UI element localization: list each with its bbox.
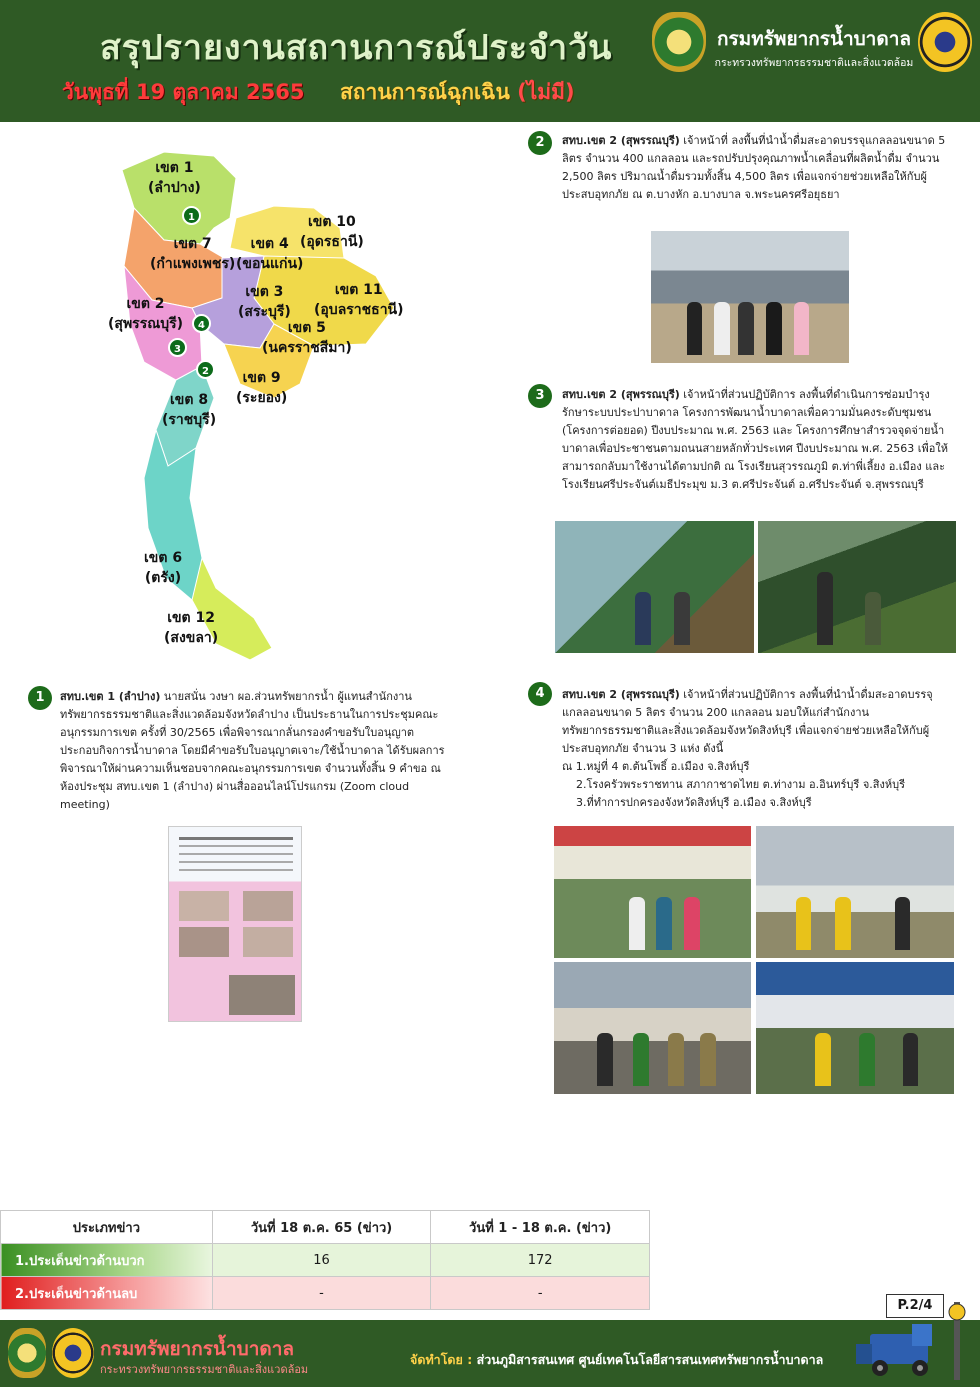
map-pin-3: 3	[168, 338, 187, 357]
table-row-positive	[1, 1244, 650, 1277]
map-pin-1: 1	[182, 206, 201, 225]
ministry-seal-icon	[918, 12, 972, 72]
positive-news-day-count: 16	[212, 1244, 431, 1277]
table-header-row	[1, 1211, 650, 1244]
footer-credit-label: จัดทำโดย :	[410, 1352, 473, 1367]
zone-label-11: เขต 11 (อุบลราชธานี)	[314, 282, 404, 318]
footer-credit	[410, 1350, 823, 1370]
header-org-name: กรมทรัพยากรน้ำบาดาล	[716, 28, 912, 50]
item-4-list-2: 2.โรงครัวพระราชทาน สภากาชาดไทย ต.ท่างาม อ.อินทร์บุรี จ.สิงห์บุรี	[576, 778, 905, 791]
item-4-photo-4	[756, 962, 954, 1094]
item-1-lead: สทบ.เขต 1 (ลำปาง)	[60, 690, 161, 703]
item-3-photo-2	[758, 521, 956, 653]
header-org-subtitle: กระทรวงทรัพยากรธรรมชาติและสิ่งแวดล้อม	[714, 57, 914, 69]
emergency-value: (ไม่มี)	[517, 80, 575, 104]
zone-label-7: เขต 7 (กำแพงเพชร)	[150, 236, 236, 272]
item-3-photo-1	[555, 521, 754, 653]
item-number-4: 4	[528, 682, 552, 706]
item-2-lead: สทบ.เขต 2 (สุพรรณบุรี)	[562, 134, 680, 147]
footer-ministry-seal-icon	[52, 1328, 94, 1378]
dgr-seal-icon	[652, 12, 706, 72]
positive-news-range-count: 172	[431, 1244, 650, 1277]
map-pin-2: 2	[196, 360, 215, 379]
zone-label-2: เขต 2 (สุพรรณบุรี)	[108, 296, 184, 332]
item-1-text	[60, 688, 452, 814]
table-header-range: วันที่ 1 - 18 ต.ค. (ข่าว)	[431, 1211, 650, 1244]
zone-label-5: เขต 5 (นครราชสีมา)	[262, 320, 352, 356]
item-4-photo-2	[756, 826, 954, 958]
table-header-type: ประเภทข่าว	[1, 1211, 213, 1244]
news-summary-table	[0, 1210, 650, 1310]
emergency-status	[340, 76, 575, 109]
item-number-1: 1	[28, 686, 52, 710]
item-4-list-1: ณ 1.หมู่ที่ 4 ต.ต้นโพธิ์ อ.เมือง จ.สิงห์บุรี	[562, 760, 750, 773]
page-title: สรุปรายงานสถานการณ์ประจำวัน	[100, 28, 613, 68]
report-date: วันพุธที่ 19 ตุลาคม 2565	[62, 80, 305, 104]
zone-label-6: เขต 6 (ตรัง)	[144, 550, 183, 586]
item-4-body: เจ้าหน้าที่ส่วนปฏิบัติการ ลงพื้นที่นำน้ำดื่มสะอาดบรรจุแกลลอนขนาด 5 ลิตร จำนวน 200 แกลลอน มอบให้แก่สำนักงานทรัพยากรธรรมชาติและสิ่งแวดล้อมจังหวัดสิงห์บุรี เพื่อแจกจ่ายช่วยเหลือให้กับผู้ประสบอุทกภัย จำนวน 3 แห่ง ดังนี้	[562, 688, 933, 755]
footer-org-name: กรมทรัพยากรน้ำบาดาล	[100, 1338, 295, 1360]
item-4-photo-1	[554, 826, 751, 958]
page-footer	[0, 1320, 980, 1387]
item-4-lead: สทบ.เขต 2 (สุพรรณบุรี)	[562, 688, 680, 701]
item-2-body: เจ้าหน้าที่ ลงพื้นที่นำน้ำดื่มสะอาดบรรจุแกลลอนขนาด 5 ลิตร จำนวน 400 แกลลอน และรถปรับปรุงคุณภาพน้ำเคลื่อนที่ผลิตน้ำดื่ม จำนวน 2,500 ลิตร ปริมาณน้ำดื่มรวมทั้งสิ้น 4,500 ลิตร เพื่อแจกจ่ายช่วยเหลือให้กับผู้ประสบอุทกภัย ณ ต.บางหัก อ.บางบาล จ.พระนครศรีอยุธยา	[562, 134, 946, 201]
drilling-truck-icon	[850, 1300, 970, 1384]
footer-credit-text: ส่วนภูมิสารสนเทศ ศูนย์เทคโนโลยีสารสนเทศทรัพยากรน้ำบาดาล	[472, 1352, 824, 1367]
negative-news-label: 2.ประเด็นข่าวด้านลบ	[1, 1277, 213, 1310]
emergency-label: สถานการณ์ฉุกเฉิน	[340, 80, 510, 104]
item-4-text	[562, 686, 954, 812]
footer-org-subtitle: กระทรวงทรัพยากรธรรมชาติและสิ่งแวดล้อม	[100, 1363, 309, 1376]
item-1-meeting-memo-image	[168, 826, 302, 1022]
footer-dgr-seal-icon	[8, 1328, 46, 1378]
map-pin-4: 4	[192, 314, 211, 333]
item-4-photo-3	[554, 962, 751, 1094]
page-header	[0, 0, 980, 122]
positive-news-label: 1.ประเด็นข่าวด้านบวก	[1, 1244, 213, 1277]
zone-label-1: เขต 1 (ลำปาง)	[148, 160, 201, 196]
zone-label-12: เขต 12 (สงขลา)	[164, 610, 219, 646]
zone-label-10: เขต 10 (อุดรธานี)	[300, 214, 364, 250]
table-row-negative	[1, 1277, 650, 1310]
zone-label-9: เขต 9 (ระยอง)	[236, 370, 288, 406]
zone-label-3: เขต 3 (สระบุรี)	[238, 284, 291, 320]
item-3-text	[562, 386, 954, 494]
negative-news-range-count: -	[431, 1277, 650, 1310]
item-4-list-3: 3.ที่ทำการปกครองจังหวัดสิงห์บุรี อ.เมือง จ.สิงห์บุรี	[576, 796, 812, 809]
zone-label-4: เขต 4 (ขอนแก่น)	[236, 236, 304, 272]
item-2-text	[562, 132, 954, 204]
item-3-body: เจ้าหน้าที่ส่วนปฏิบัติการ ลงพื้นที่ดำเนินการซ่อมบำรุงรักษาระบบประปาบาดาล โครงการพัฒนาน้ำบาดาลเพื่อความมั่นคงระดับชุมชน (โครงการต่อยอด) ปีงบประมาณ พ.ศ. 2563 และ โครงการศึกษาสำรวจจุดจ่ายน้ำบาดาลเพื่อประชาชนตามถนนสายหลักทั่วประเทศ ปีงบประมาณ พ.ศ. 2563 เพื่อให้สามารถกลับมาใช้งานได้ตามปกติ ณ โรงเรียนสุวรรณภูมิ ต.ท่าพี่เลี้ยง อ.เมือง และ โรงเรียนศรีประจันต์เมธีประมุข ม.3 ต.ศรีประจันต์ อ.ศรีประจันต์ จ.สุพรรณบุรี	[562, 388, 948, 491]
negative-news-day-count: -	[212, 1277, 431, 1310]
table-header-day: วันที่ 18 ต.ค. 65 (ข่าว)	[212, 1211, 431, 1244]
zone-label-8: เขต 8 (ราชบุรี)	[162, 392, 217, 428]
page-number: P.2/4	[886, 1294, 944, 1318]
item-number-2: 2	[528, 131, 552, 155]
item-3-lead: สทบ.เขต 2 (สุพรรณบุรี)	[562, 388, 680, 401]
item-2-photo	[651, 231, 849, 363]
item-1-body: นายสนั่น วงษา ผอ.ส่วนทรัพยากรน้ำ ผู้แทนสำนักงานทรัพยากรธรรมชาติและสิ่งแวดล้อมจังหวัดลำปาง เป็นประธานในการประชุมคณะอนุกรรมการเขต ครั้งที่ 30/2565 เพื่อพิจารณากลั่นกรองคำขอรับใบอนุญาตประกอบกิจการน้ำบาดาล โดยมีคำขอรับใบอนุญาตเจาะ/ใช้น้ำบาดาล ได้รับผลการพิจารณาให้ผ่านความเห็นชอบจากคณะอนุกรรมการเขต จำนวนทั้งสิ้น 9 คำขอ ณ ห้องประชุม สทบ.เขต 1 (ลำปาง) ผ่านสื่อออนไลน์โปรแกรม (Zoom cloud meeting)	[60, 690, 445, 811]
item-number-3: 3	[528, 384, 552, 408]
